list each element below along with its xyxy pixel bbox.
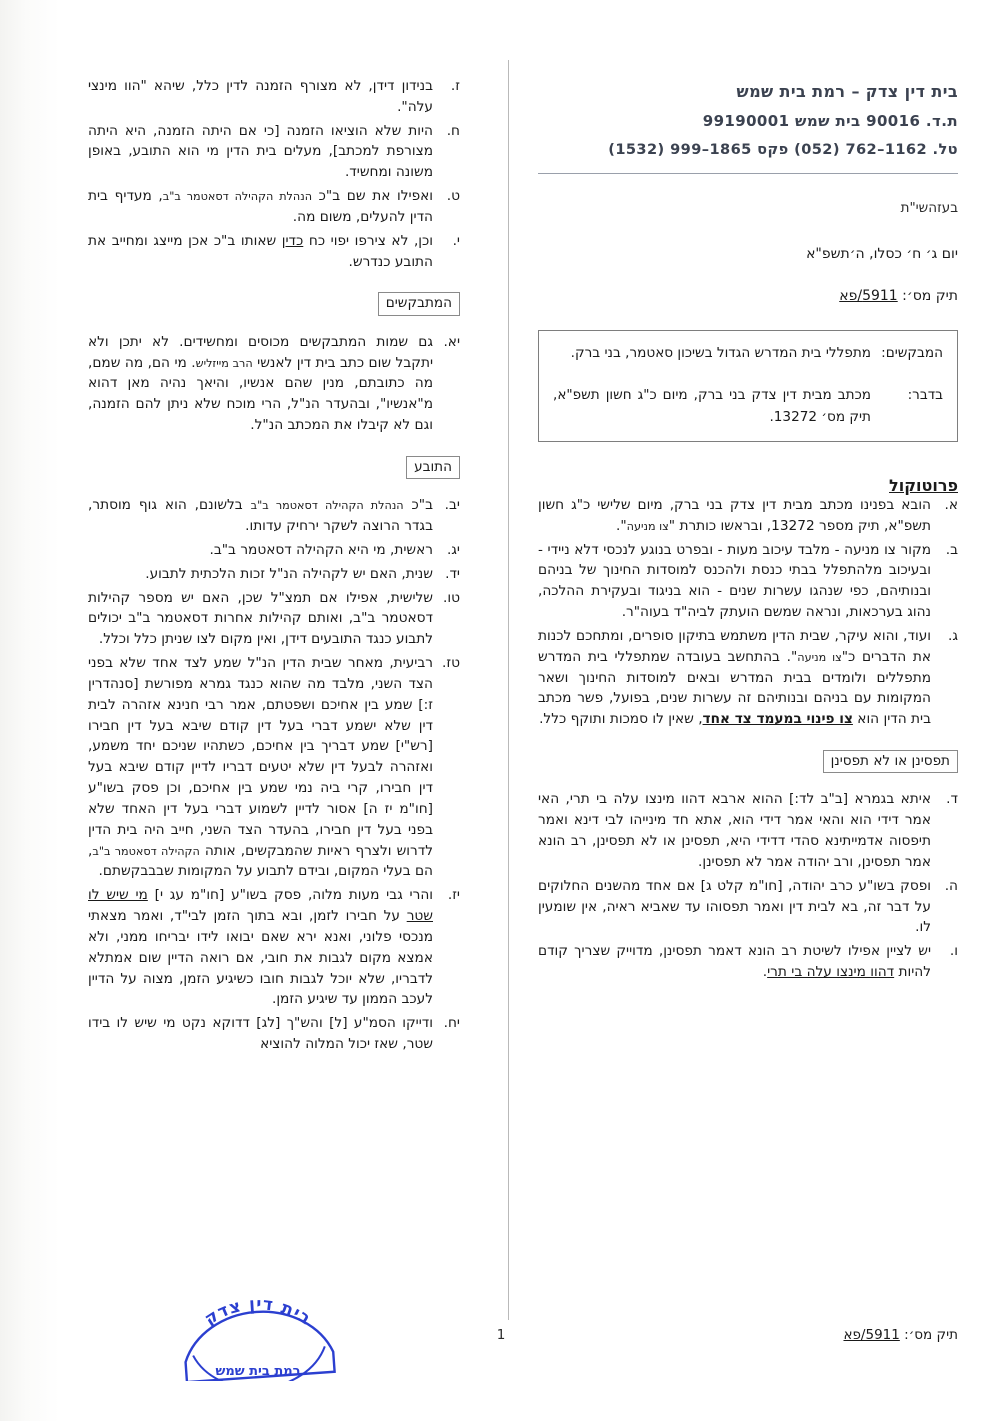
footer-case-number-line <box>843 1327 958 1343</box>
svg-text:בית דין צדק <box>201 1294 315 1329</box>
protocol-item <box>538 626 958 730</box>
footer-case-value: 5911/פא <box>843 1327 900 1343</box>
stamp-top-text: בית דין צדק <box>201 1294 316 1330</box>
letterhead-line-2: ת.ד. 90016 בית שמש 99190001 <box>702 112 958 131</box>
protocol-item-text <box>538 789 931 872</box>
protocol-list-right-2 <box>538 789 958 982</box>
plain-text: , הם בעלי המקום, ובידם לתבוע על המקומות שבבבקשתם. <box>88 842 433 880</box>
protocol-item-text <box>88 332 433 436</box>
protocol-item-marker: טז. <box>442 655 460 672</box>
protocol-item-marker: א. <box>944 496 958 513</box>
protocol-item-marker: י. <box>452 232 460 249</box>
case-number-line <box>538 288 958 304</box>
page-footer <box>0 1281 1002 1377</box>
protocol-item <box>538 876 958 938</box>
plain-text: ב"כ <box>403 497 433 514</box>
protocol-item <box>88 885 460 1010</box>
protocol-item-marker: יג. <box>446 541 460 558</box>
plain-text: ופסק בשו"ע כרב יהודה, [חו"מ קלט ג] אם אחד מהשנים החלוקים על דבר זה, בא לבית דין ואמר תפסוהו עד שאביא ראיה, אין שומעין לו. <box>538 877 931 936</box>
column-divider <box>508 60 509 1320</box>
protocol-item <box>88 1013 460 1055</box>
plain-text: יש לציין אפילו לשיטת רב הונא דאמר תפסינן, מדוייק שצריך קודם להיות <box>538 943 931 981</box>
protocol-item-text <box>88 186 433 228</box>
protocol-item-text <box>88 653 433 882</box>
plain-text: איתא בגמרא [ב"ב לד:] ההוא ארבא דהוו מינצו עלה בי תרי, האי אמר דידי הוא והאי אמר דידי הוא, אתא חד מינייהו לבי דינא ואמר תיפסוה אדמייתינא סהדי דדידי היא, תפסינן או לא תפסינן, רב הונא אמר תפסינן, ורב יהודה אמר לא תפסינן. <box>538 791 931 870</box>
section-heading-hamitbakshim-wrap <box>88 292 460 315</box>
plain-text: בלשונם, הוא גוף מוסתר, בגדר הרוצה לשקר ירחיק עדותו. <box>88 497 433 535</box>
protocol-item-text <box>88 1013 433 1055</box>
protocol-item <box>88 653 460 882</box>
protocol-item-text <box>88 231 433 273</box>
protocol-item <box>88 76 460 118</box>
protocol-item-text <box>538 626 931 730</box>
letterhead-divider <box>538 173 958 174</box>
party-row <box>553 384 943 428</box>
case-number-value: 5911/פא <box>839 287 898 304</box>
protocol-item-text <box>538 495 931 537</box>
protocol-list-left-top <box>88 76 460 272</box>
protocol-item-marker: יב. <box>444 497 460 514</box>
footer-case-label: תיק מס׳: <box>904 1327 958 1343</box>
protocol-item-marker: ו. <box>949 943 958 960</box>
protocol-item-text <box>88 495 433 537</box>
plain-text: ראשית, מי היא הקהילה דסאטמר ב"ב. <box>209 541 433 558</box>
emphasised-text: צו מניעה <box>797 650 842 664</box>
protocol-item <box>88 332 460 436</box>
protocol-list-right <box>538 495 958 730</box>
protocol-item <box>538 495 958 537</box>
plain-text: וכן, לא צירפו יפוי כח <box>303 232 433 249</box>
emphasised-text: צו מניעה <box>626 519 669 533</box>
plain-text: ". <box>616 517 627 534</box>
plain-text: בנידון דידן, לא מצורף הזמנה לדין כלל, שיהא "הוו מינצי עלה". <box>88 78 433 115</box>
protocol-item-text <box>88 564 433 585</box>
protocol-item <box>88 588 460 650</box>
party-row <box>553 342 943 364</box>
letterhead-line-3: טל. 1162–762 (052) פקס 1865–999 (1532) <box>608 141 958 159</box>
plain-text: ". בהתחשב בעובדה שמתפללי בית המדרש מתפללים ולומדים בבית המדרש ובאים למוסדות החינוך ושאר המקומות עם בניהם ובנותיהם זה עשרות שנים, בפועל, פשר מכתב בית הדין הוא <box>538 648 931 728</box>
protocol-item <box>88 231 460 273</box>
protocol-item-marker: ה. <box>944 877 958 894</box>
emphasised-text: הנהלת הקהילה דסאטמר ב"ב <box>250 499 404 513</box>
protocol-item-marker: יז. <box>447 887 460 904</box>
protocol-item-marker: ב. <box>945 541 958 558</box>
plain-text: ואפילו את שם ב"כ <box>312 188 434 205</box>
plain-text: על חבירו לזמן, ובא בתוך הזמן לבי"ד, ואמר מצאתי מנכסי פלוני, ואנא ירא שאם יבואו לידו יבריחו ממני, ולא אמצא מקום לגבות את חובי, אם רואה הדיין שום אמתלא לדבריו, שלא יוכל לגבות חובו כשיגיע הזמן, מצוה על הדיין לעכב הממון עד שיגיע הזמן. <box>88 908 433 1008</box>
party-value: מכתב מבית דין צדק בני ברק, מיום כ"ג חשון תשפ"א, תיק מס׳ 13272. <box>553 386 871 425</box>
emphasised-text: מי שיש לו שטר <box>88 887 433 925</box>
plain-text: . <box>762 964 768 981</box>
protocol-item-marker: ז. <box>450 78 460 94</box>
emphasised-text: דהוו מינצו עלה בי תרי <box>767 964 895 981</box>
section-heading-hatovea-wrap <box>88 456 460 479</box>
protocol-item-text <box>538 876 931 938</box>
plain-text: הובא בפנינו מכתב מבית דין צדק בני ברק, מיום שלישי כ"ג חשון תשפ"א, תיק מספר 13272, ובראשו כותרת " <box>538 496 931 534</box>
protocol-item-text <box>538 941 931 983</box>
stamp-bottom-text: רמת בית שמש <box>215 1364 301 1379</box>
protocol-item-marker: ד. <box>946 791 958 808</box>
emphasised-text: צו פינוי במעמד צד אחד <box>702 711 853 728</box>
plain-text: , שאין לו סמכות ותוקף כלל. <box>539 711 703 728</box>
protocol-item <box>88 495 460 537</box>
protocol-item-marker: יא. <box>443 333 460 350</box>
section-heading-tefisinan: תפסינן או לא תפסינן <box>823 750 958 773</box>
bsd-invocation: בעזהשי"ת <box>900 199 958 216</box>
right-column <box>538 76 958 986</box>
protocol-item <box>88 121 460 183</box>
section-heading-tefisinan-wrap <box>538 750 958 773</box>
emphasised-text: כדין <box>281 232 304 249</box>
protocol-item-marker: יח. <box>443 1015 460 1032</box>
plain-text: שלישית, אפילו אם תמצ"ל שכן, האם יש מספר קהילות דסאטמר ב"ב, ואותם קהילות אחרות דסאטמר ב"ב יכולים לתבוע כנגד התובעים דידן, ואין מקום לצו שניתן כלל וכלל. <box>88 589 433 648</box>
protocol-item-text <box>88 885 433 1010</box>
plain-text: והרי גבי מעות מלוה, פסק בשו"ע [חו"מ עג י] <box>147 887 433 904</box>
page-number: 1 <box>496 1327 506 1343</box>
protocol-item-text <box>538 540 931 623</box>
protocol-item <box>538 789 958 872</box>
court-seal-icon <box>170 1277 346 1381</box>
letterhead <box>538 76 958 165</box>
protocol-item-marker: ט. <box>446 188 460 205</box>
protocol-list-left-bottom <box>88 495 460 1055</box>
court-seal-stamp <box>170 1277 346 1381</box>
plain-text: גם שמות המתבקשים מכוסים ומחשידים. לא יתכן ולא יתקבל שום כתב בית דין לאנשי <box>88 333 434 371</box>
protocol-item <box>88 186 460 228</box>
plain-text: . מי הם, מה שמם, מה כתובתם, מנין שהם אנשיו, והיאך נהיה מאן דהוא מ"אנשיו", ובהעדר הנ"ל, הרי מוכח שלא ניתן להם הזמנה, וגם לא קיבלו את המכתב הנ"ל. <box>88 354 433 434</box>
protocol-item-marker: יד. <box>445 565 460 582</box>
case-number-label: תיק מס׳: <box>902 287 958 304</box>
plain-text: היות שלא הוציאו הזמנה [כי אם היתה הזמנה, היא היתה מצורפת למכתב], מעלים בית הדין מי הוא התובע, באופן משונה ומחשיד. <box>88 122 433 181</box>
plain-text: רביעית, מאחר שבית הדין הנ"ל שמע לצד אחד שלא בפני הצד השני, מלבד מה שהוא כנגד גמרא מפורשת [סנהדרין ז:] שמע בין אחיכם ושפטתם, אמר רבי חנינא אזהרה לבית דין שלא ישמע דברי בעל דין קודם שיבא בעל דין חבירו [רש"י] שמע דבריך בין אחיכם, כשתהיו שניכם יחד משמע, ואזהרה לבעל דין שלא יטעים דבריו לדיין קודם שיבא בעל דין חבירו, קרי ביה נמי שמע בין אחיכם, וכן פסק בשו"ע [חו"מ יז ה] אסור לדיין לשמוע דברי בעל דין האחד שלא בפני בעל דין חבירו, בהעדר הצד השני, חייב היה בית הדין לדרוש ולצרף ראיות שהמבקשים, אותה <box>88 655 433 859</box>
protocol-item <box>88 540 460 561</box>
party-label: בדבר: <box>907 386 943 403</box>
emphasised-text: הרב מייזליש <box>195 356 253 370</box>
protocol-item <box>538 941 958 983</box>
protocol-list-left-mid <box>88 332 460 436</box>
emphasised-text: הקהילה דסאטמר ב"ב <box>92 844 200 858</box>
protocol-item <box>538 540 958 623</box>
left-column <box>88 76 460 1058</box>
protocol-item-text <box>88 540 433 561</box>
protocol-item-text <box>88 588 433 650</box>
party-label: המבקשים: <box>881 344 943 361</box>
plain-text: שאותו ב"כ אכן מייצג ומחייב את התובע כנדרש. <box>88 232 433 270</box>
protocol-item-marker: טו. <box>443 589 460 606</box>
letterhead-line-1: בית דין צדק – רמת בית שמש <box>736 82 958 101</box>
plain-text: שנית, האם יש לקהילה הנ"ל זכות הלכתית לתבוע. <box>145 565 433 582</box>
plain-text: , מעדיף בית הדין להעלים, משום מה. <box>88 188 433 225</box>
parties-box <box>538 330 958 442</box>
protocol-item-text <box>88 76 433 118</box>
protocol-item-marker: ג. <box>948 627 958 644</box>
section-heading-hatovea: התובע <box>406 456 460 479</box>
plain-text: ועוד, והוא עיקר, שבית הדין משתמש בתיקון סופרים, ומתחכם לכנות את הדברים כ" <box>538 627 931 665</box>
protocol-item-text <box>88 121 433 183</box>
plain-text: מקור צו מניעה - מלבד עיכוב מעות - ובפרט בנוגע לנכסי דלא ניידי - ובעיכוב מלהתפלל בבתי כנסת ולהכנס למוסדות החינוך של בניהם ובנותיהם, כפי שנהגו עשרות שנים - הוא בניגוד ובעקירת ההלכה, נהוג בערכאות, ונראה שמשם הועתק לביה"ד בעוה"ר. <box>538 541 931 621</box>
page-title: פרוטוקול <box>889 475 958 495</box>
party-value: מתפללי בית המדרש הגדול בשיכון סאטמר, בני ברק. <box>570 344 871 361</box>
protocol-item-marker: ח. <box>446 122 460 139</box>
protocol-item <box>88 564 460 585</box>
plain-text: ודייקו הסמ"ע [ל] והש"ך [לג] דדוקא נקט מי שיש לו בידו שטר, שאז יכול המלוה להוציא <box>88 1015 433 1052</box>
emphasised-text: הנהלת הקהילה דסאטמר ב"ב <box>162 190 313 204</box>
section-heading-hamitbakshim: המתבקשים <box>378 292 460 315</box>
document-date: יום ג׳ ח׳ כסלו, ה׳תשפ"א <box>806 245 958 262</box>
